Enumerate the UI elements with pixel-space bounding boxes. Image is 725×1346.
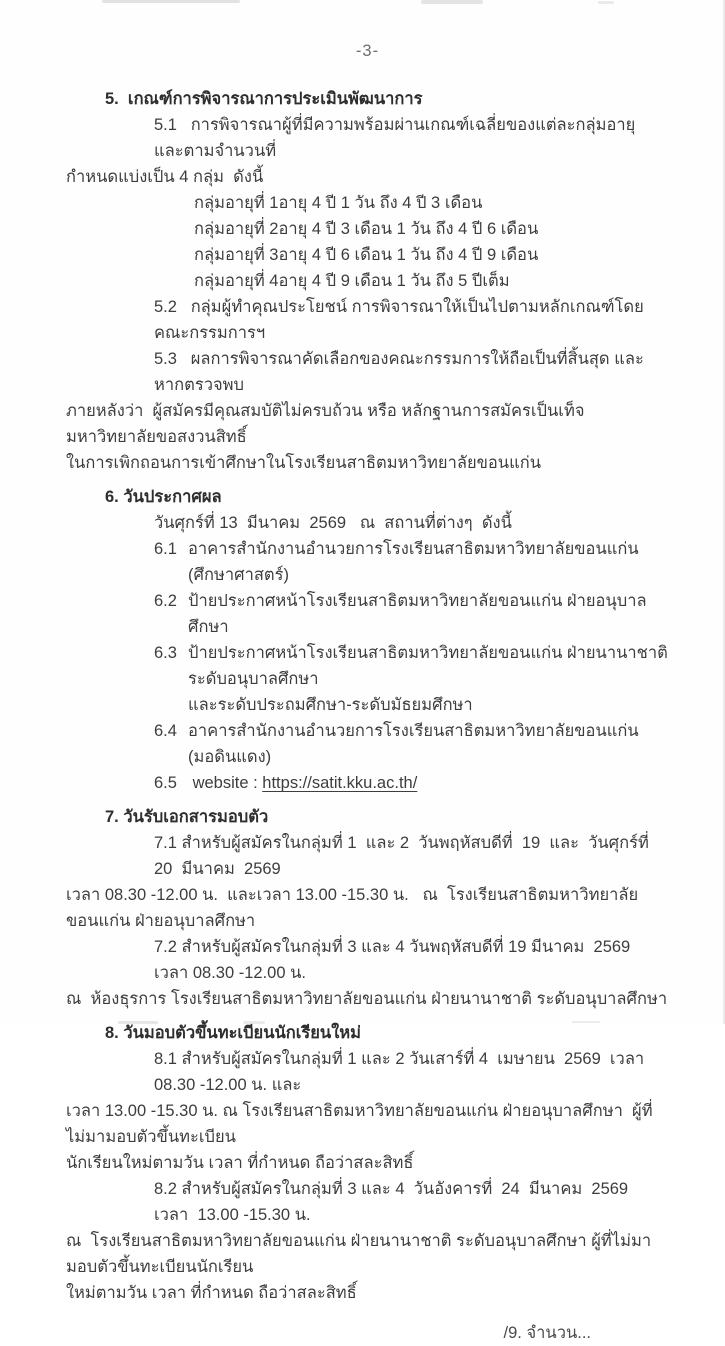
- age-group-row: [194, 242, 669, 268]
- section7-heading: 7. วันรับเอกสารมอบตัว: [105, 808, 269, 826]
- item-text: อาคารสำนักงานอำนวยการโรงเรียนสาธิตมหาวิทยาลัยขอนแก่น (ศึกษาศาสตร์): [188, 540, 644, 584]
- scan-artifact: [598, 1, 614, 4]
- paragraph-5-1-line2: กำหนดแบ่งเป็น 4 กลุ่ม ดังนี้: [66, 168, 264, 186]
- list-item-6-5: [154, 770, 669, 796]
- list-item-6-2: [154, 588, 669, 640]
- section6-heading: 6. วันประกาศผล: [105, 488, 222, 506]
- paragraph-5-3-line2: ภายหลังว่า ผู้สมัครมีคุณสมบัติไม่ครบถ้วน หรือ หลักฐานการสมัครเป็นเท็จ มหาวิทยาลัยขอสงวนสิทธิ์: [66, 402, 590, 446]
- item-number: 6.5: [154, 774, 177, 792]
- paragraph-8-1-line3: นักเรียนใหม่ตามวัน เวลา ที่กำหนด ถือว่าสละสิทธิ์: [66, 1154, 414, 1172]
- scan-artifact: [572, 1021, 600, 1023]
- age-group-range: อายุ 4 ปี 3 เดือน 1 วัน ถึง 4 ปี 6 เดือน: [278, 220, 539, 238]
- scan-artifact: [243, 1021, 265, 1024]
- item-number: 6.4: [154, 722, 177, 740]
- paragraph-8-1-line2: เวลา 13.00 -15.30 น. ณ โรงเรียนสาธิตมหาวิทยาลัยขอนแก่น ฝ่ายอนุบาลศึกษา ผู้ที่ไม่มามอบตัวขึ้นทะเบียน: [66, 1102, 653, 1146]
- age-group-label: กลุ่มอายุที่ 4: [194, 272, 279, 290]
- item-number: 6.2: [154, 592, 177, 610]
- list-item-6-1: [154, 536, 669, 588]
- scan-artifact: [102, 0, 240, 3]
- age-group-range: อายุ 4 ปี 1 วัน ถึง 4 ปี 3 เดือน: [278, 194, 483, 212]
- age-group-label: กลุ่มอายุที่ 3: [194, 246, 279, 264]
- paragraph-5-1-line1: 5.1 การพิจารณาผู้ที่มีความพร้อมผ่านเกณฑ์เฉลี่ยของแต่ละกลุ่มอายุ และตามจำนวนที่: [154, 116, 654, 160]
- item-text: ป้ายประกาศหน้าโรงเรียนสาธิตมหาวิทยาลัยขอนแก่น ฝ่ายนานาชาติ ระดับอนุบาลศึกษา: [188, 644, 673, 688]
- paragraph-5-3-line1: 5.3 ผลการพิจารณาคัดเลือกของคณะกรรมการให้ถือเป็นที่สิ้นสุด และหากตรวจพบ: [154, 350, 644, 394]
- age-group-label: กลุ่มอายุที่ 1: [194, 194, 279, 212]
- paragraph-8-2-line1: 8.2 สำหรับผู้สมัครในกลุ่มที่ 3 และ 4 วันอังคารที่ 24 มีนาคม 2569 เวลา 13.00 -15.30 น.: [154, 1180, 638, 1224]
- item-text: ป้ายประกาศหน้าโรงเรียนสาธิตมหาวิทยาลัยขอนแก่น ฝ่ายอนุบาลศึกษา: [188, 592, 647, 636]
- scan-artifact: [118, 1021, 158, 1024]
- section6-intro: วันศุกร์ที่ 13 มีนาคม 2569 ณ สถานที่ต่างๆ ดังนี้: [154, 514, 512, 532]
- section8-heading: 8. วันมอบตัวขึ้นทะเบียนนักเรียนใหม่: [105, 1024, 362, 1042]
- age-group-row: [194, 268, 669, 294]
- list-item-6-3-continuation: และระดับประถมศึกษา-ระดับมัธยมศึกษา: [188, 696, 473, 714]
- list-item-6-4: [154, 718, 669, 770]
- age-group-label: กลุ่มอายุที่ 2: [194, 220, 279, 238]
- item-text: อาคารสำนักงานอำนวยการโรงเรียนสาธิตมหาวิทยาลัยขอนแก่น (มอดินแดง): [188, 722, 644, 766]
- paragraph-8-1-line1: 8.1 สำหรับผู้สมัครในกลุ่มที่ 1 และ 2 วันเสาร์ที่ 4 เมษายน 2569 เวลา 08.30 -12.00 น. และ: [154, 1050, 649, 1094]
- section5-heading: 5. เกณฑ์การพิจารณาการประเมินพัฒนาการ: [105, 90, 423, 108]
- page-number: -3-: [355, 42, 380, 60]
- paragraph-8-2-line3: ใหม่ตามวัน เวลา ที่กำหนด ถือว่าสละสิทธิ์: [66, 1284, 357, 1302]
- paragraph-7-1-line1: 7.1 สำหรับผู้สมัครในกลุ่มที่ 1 และ 2 วันพฤหัสบดีที่ 19 และ วันศุกร์ที่ 20 มีนาคม 2569: [154, 834, 659, 878]
- age-group-range: อายุ 4 ปี 9 เดือน 1 วัน ถึง 5 ปีเต็ม: [278, 272, 510, 290]
- paragraph-7-2-line2: ณ ห้องธุรการ โรงเรียนสาธิตมหาวิทยาลัยขอนแก่น ฝ่ายนานาชาติ ระดับอนุบาลศึกษา: [66, 990, 668, 1008]
- list-item-6-3: [154, 640, 673, 692]
- age-group-range: อายุ 4 ปี 6 เดือน 1 วัน ถึง 4 ปี 9 เดือน: [278, 246, 539, 264]
- paragraph-7-2-line1: 7.2 สำหรับผู้สมัครในกลุ่มที่ 3 และ 4 วันพฤหัสบดีที่ 19 มีนาคม 2569 เวลา 08.30 -12.00 น.: [154, 938, 635, 982]
- website-link[interactable]: https://satit.kku.ac.th/: [262, 774, 418, 792]
- item-number: 6.1: [154, 540, 177, 558]
- paragraph-5-2: 5.2 กลุ่มผู้ทำคุณประโยชน์ การพิจารณาให้เป็นไปตามหลักเกณฑ์โดยคณะกรรมการฯ: [154, 298, 644, 342]
- item-number: 6.3: [154, 644, 177, 662]
- age-group-row: [194, 190, 669, 216]
- paragraph-5-3-line3: ในการเพิกถอนการเข้าศึกษาในโรงเรียนสาธิตมหาวิทยาลัยขอนแก่น: [66, 454, 541, 472]
- paragraph-8-2-line2: ณ โรงเรียนสาธิตมหาวิทยาลัยขอนแก่น ฝ่ายนานาชาติ ระดับอนุบาลศึกษา ผู้ที่ไม่มามอบตัวขึ้นทะเบียนนักเรียน: [66, 1232, 652, 1276]
- paragraph-7-1-line2: เวลา 08.30 -12.00 น. และเวลา 13.00 -15.30 น. ณ โรงเรียนสาธิตมหาวิทยาลัยขอนแก่น ฝ่ายอนุบาลศึกษา: [66, 886, 639, 930]
- age-group-row: [194, 216, 669, 242]
- scan-artifact: [421, 0, 483, 4]
- continuation-marker: /9. จำนวน...: [503, 1324, 591, 1342]
- item-text: website :: [188, 774, 263, 792]
